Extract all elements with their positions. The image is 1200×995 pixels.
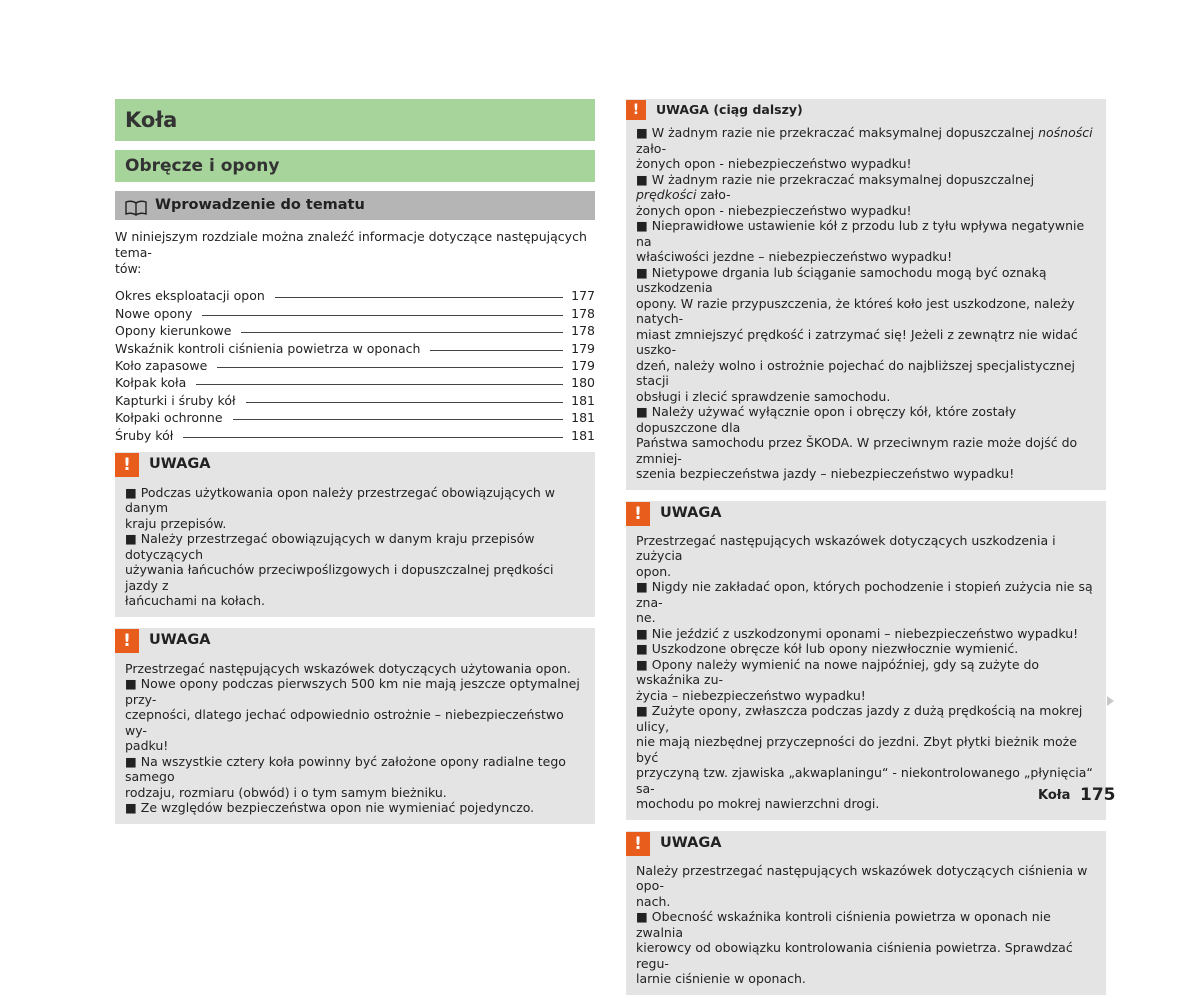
toc-leader bbox=[202, 315, 563, 316]
warning-body bbox=[636, 533, 1096, 812]
warning-line bbox=[636, 125, 1096, 156]
warning-line: obsługi i zlecić sprawdzenie samochodu. bbox=[636, 388, 891, 404]
book-icon bbox=[125, 198, 147, 214]
warning-icon: ! bbox=[115, 629, 139, 653]
warning-box bbox=[115, 628, 595, 824]
warning-line: larnie ciśnienie w oponach. bbox=[636, 971, 806, 986]
intro-text bbox=[115, 229, 595, 277]
warning-line: kierowcy od obowiązku kontrolowania ciśnienia powietrza. Sprawdzać regu- bbox=[636, 940, 1073, 971]
toc-entry-page: 179 bbox=[571, 340, 595, 356]
toc-leader bbox=[233, 419, 564, 420]
warning-line: miast zmniejszyć prędkość i zatrzymać się! Jeżeli z zewnątrz nie widać uszko- bbox=[636, 326, 1078, 357]
toc-entry[interactable] bbox=[115, 408, 595, 425]
warning-text: ■ W żadnym razie nie przekraczać maksymalnej dopuszczalnej bbox=[636, 125, 1039, 140]
warning-header bbox=[626, 831, 1096, 858]
warning-line: ■ Ze względów bezpieczeństwa opon nie wymieniać pojedynczo. bbox=[125, 800, 535, 816]
warning-icon: ! bbox=[626, 502, 650, 526]
warning-text: zało- bbox=[696, 187, 731, 202]
warning-box bbox=[626, 831, 1106, 995]
continue-arrow-icon bbox=[1107, 696, 1114, 706]
footer-chapter-label: Koła bbox=[1038, 788, 1071, 803]
toc-entry-page: 180 bbox=[571, 375, 595, 391]
intro-text-line: tów: bbox=[115, 261, 142, 276]
toc-leader bbox=[196, 384, 563, 385]
intro-header bbox=[115, 191, 595, 220]
warning-header bbox=[626, 99, 1096, 121]
toc-entry-page: 177 bbox=[571, 288, 595, 304]
warning-line: żonych opon - niebezpieczeństwo wypadku! bbox=[636, 156, 912, 171]
toc-entry-page: 181 bbox=[571, 427, 595, 443]
warning-header bbox=[115, 452, 585, 479]
toc-entry-title: Kołpaki ochronne bbox=[115, 410, 223, 426]
toc-leader bbox=[246, 402, 564, 403]
warning-emphasis: nośności bbox=[1038, 125, 1093, 140]
toc-entry[interactable] bbox=[115, 338, 595, 355]
warning-line: nie mają niezbędnej przyczepności do jezdni. Zbyt płytki bieżnik może być bbox=[636, 734, 1077, 765]
toc-entry-page: 181 bbox=[571, 392, 595, 408]
warning-box bbox=[626, 501, 1106, 820]
warning-line: opony. W razie przypuszczenia, że któreś koło jest uszkodzone, należy natych- bbox=[636, 295, 1075, 326]
warning-body bbox=[125, 661, 585, 816]
warning-line: ■ Na wszystkie cztery koła powinny być założone opony radialne tego samego bbox=[125, 753, 566, 785]
warning-line: szenia bezpieczeństwa jazdy – niebezpieczeństwo wypadku! bbox=[636, 466, 1015, 481]
toc-entry-page: 179 bbox=[571, 357, 595, 373]
warning-line: ■ Nowe opony podczas pierwszych 500 km nie mają jeszcze optymalnej przy- bbox=[125, 676, 580, 707]
warning-line: czepności, dlatego jechać odpowiednio ostrożnie – niebezpieczeństwo wy- bbox=[125, 707, 564, 738]
table-of-contents bbox=[115, 286, 595, 443]
toc-entry-title: Kapturki i śruby kół bbox=[115, 392, 236, 408]
section-title: Obręcze i opony bbox=[115, 150, 595, 182]
toc-entry[interactable] bbox=[115, 425, 595, 442]
warning-title: UWAGA bbox=[149, 632, 211, 649]
toc-leader bbox=[430, 350, 563, 351]
warning-line: opon. bbox=[636, 563, 672, 579]
warning-title: UWAGA bbox=[660, 835, 722, 852]
toc-leader bbox=[275, 297, 563, 298]
warning-icon: ! bbox=[115, 453, 139, 477]
toc-entry-page: 178 bbox=[571, 323, 595, 339]
toc-entry-title: Wskaźnik kontroli ciśnienia powietrza w oponach bbox=[115, 340, 421, 356]
warning-emphasis: prędkości bbox=[636, 187, 697, 202]
warning-header bbox=[626, 501, 1096, 528]
warning-line: rodzaju, rozmiaru (obwód) i o tym samym bieżniku. bbox=[125, 784, 447, 800]
warning-line: padku! bbox=[125, 738, 169, 754]
warning-line: ■ Zużyte opony, zwłaszcza podczas jazdy z dużą prędkością na mokrej ulicy, bbox=[636, 703, 1083, 734]
left-column bbox=[115, 99, 595, 824]
toc-entry[interactable] bbox=[115, 373, 595, 390]
warning-icon: ! bbox=[626, 832, 650, 856]
warning-title: UWAGA bbox=[149, 456, 211, 473]
warning-box bbox=[626, 99, 1106, 490]
warning-line: żonych opon - niebezpieczeństwo wypadku! bbox=[636, 202, 912, 218]
warning-line: ■ Nigdy nie zakładać opon, których pochodzenie i stopień zużycia nie są zna- bbox=[636, 579, 1093, 610]
warning-line: Przestrzegać następujących wskazówek dotyczących uszkodzenia i zużycia bbox=[636, 532, 1056, 563]
toc-entry-title: Koło zapasowe bbox=[115, 357, 208, 373]
warning-line: ■ Obecność wskaźnika kontroli ciśnienia powietrza w oponach nie zwalnia bbox=[636, 909, 1051, 940]
warning-line: Państwa samochodu przez ŠKODA. W przeciwnym razie może dojść do zmniej- bbox=[636, 435, 1078, 466]
toc-entry-page: 178 bbox=[571, 305, 595, 321]
toc-entry-title: Okres eksploatacji opon bbox=[115, 288, 265, 304]
toc-entry-page: 181 bbox=[571, 410, 595, 426]
warning-text: ■ W żadnym razie nie przekraczać maksymalnej dopuszczalnej bbox=[636, 171, 1035, 187]
warning-box bbox=[115, 452, 595, 617]
toc-entry-title: Opony kierunkowe bbox=[115, 323, 232, 339]
warning-line: dzeń, należy wolno i ostrożnie pojechać do najbliższej specjalistycznej stacji bbox=[636, 357, 1075, 388]
warning-line: ne. bbox=[636, 610, 656, 625]
toc-entry[interactable] bbox=[115, 303, 595, 320]
toc-entry-title: Śruby kół bbox=[115, 427, 174, 443]
warning-text: zało- bbox=[636, 140, 667, 156]
warning-line: ■ Uszkodzone obręcze kół lub opony niezwłocznie wymienić. bbox=[636, 641, 1019, 656]
warning-line: mochodu po mokrej nawierzchni drogi. bbox=[636, 796, 880, 811]
intro-text-line: W niniejszym rozdziale można znaleźć informacje dotyczące następujących tema- bbox=[115, 229, 587, 260]
warning-line: życia – niebezpieczeństwo wypadku! bbox=[636, 687, 866, 703]
toc-leader bbox=[241, 332, 563, 333]
warning-title: UWAGA bbox=[660, 505, 722, 522]
warning-line: ■ Należy przestrzegać obowiązujących w danym kraju przepisów dotyczących bbox=[125, 531, 535, 562]
toc-entry-title: Nowe opony bbox=[115, 305, 193, 321]
warning-line: kraju przepisów. bbox=[125, 515, 227, 531]
toc-entry[interactable] bbox=[115, 321, 595, 338]
warning-body bbox=[636, 125, 1096, 482]
warning-line: ■ Opony należy wymienić na nowe najpóźniej, gdy są zużyte do wskaźnika zu- bbox=[636, 656, 1040, 687]
toc-entry[interactable] bbox=[115, 356, 595, 373]
warning-body bbox=[125, 485, 585, 609]
toc-entry-title: Kołpak koła bbox=[115, 375, 187, 391]
toc-leader bbox=[217, 367, 563, 368]
warning-line: ■ Nietypowe drgania lub ściąganie samochodu mogą być oznaką uszkodzenia bbox=[636, 264, 1047, 295]
intro-title: Wprowadzenie do tematu bbox=[155, 197, 365, 213]
warning-line: łańcuchami na kołach. bbox=[125, 593, 265, 609]
warning-icon: ! bbox=[626, 100, 646, 120]
toc-entry[interactable] bbox=[115, 390, 595, 407]
warning-header bbox=[115, 628, 585, 655]
chapter-title: Koła bbox=[115, 99, 595, 141]
warning-title: UWAGA (ciąg dalszy) bbox=[656, 102, 803, 118]
warning-line: ■ Należy używać wyłącznie opon i obręczy kół, które zostały dopuszczone dla bbox=[636, 404, 1017, 435]
warning-line: ■ Nie jeździć z uszkodzonymi oponami – niebezpieczeństwo wypadku! bbox=[636, 625, 1079, 641]
toc-leader bbox=[183, 437, 563, 438]
warning-line: Przestrzegać następujących wskazówek dotyczących użytowania opon. bbox=[125, 660, 571, 676]
warning-line: ■ Nieprawidłowe ustawienie kół z przodu lub z tyłu wpływa negatywnie na bbox=[636, 218, 1085, 249]
warning-line bbox=[636, 172, 1096, 203]
warning-line: właściwości jezdne – niebezpieczeństwo wypadku! bbox=[636, 249, 953, 264]
warning-line: Należy przestrzegać następujących wskazówek dotyczących ciśnienia w opo- bbox=[636, 862, 1088, 893]
warning-line: ■ Podczas użytkowania opon należy przestrzegać obowiązujących w danym bbox=[125, 484, 556, 516]
right-column bbox=[626, 99, 1106, 995]
warning-line: używania łańcuchów przeciwpoślizgowych i dopuszczalnej prędkości jazdy z bbox=[125, 562, 554, 593]
page-number: 175 bbox=[1080, 785, 1116, 805]
warning-line: przyczyną tzw. zjawiska „akwaplaningu“ - niekontrolowanego „płynięcia“ sa- bbox=[636, 765, 1093, 796]
warning-body bbox=[636, 863, 1096, 987]
warning-line: nach. bbox=[636, 893, 671, 909]
toc-entry[interactable] bbox=[115, 286, 595, 303]
